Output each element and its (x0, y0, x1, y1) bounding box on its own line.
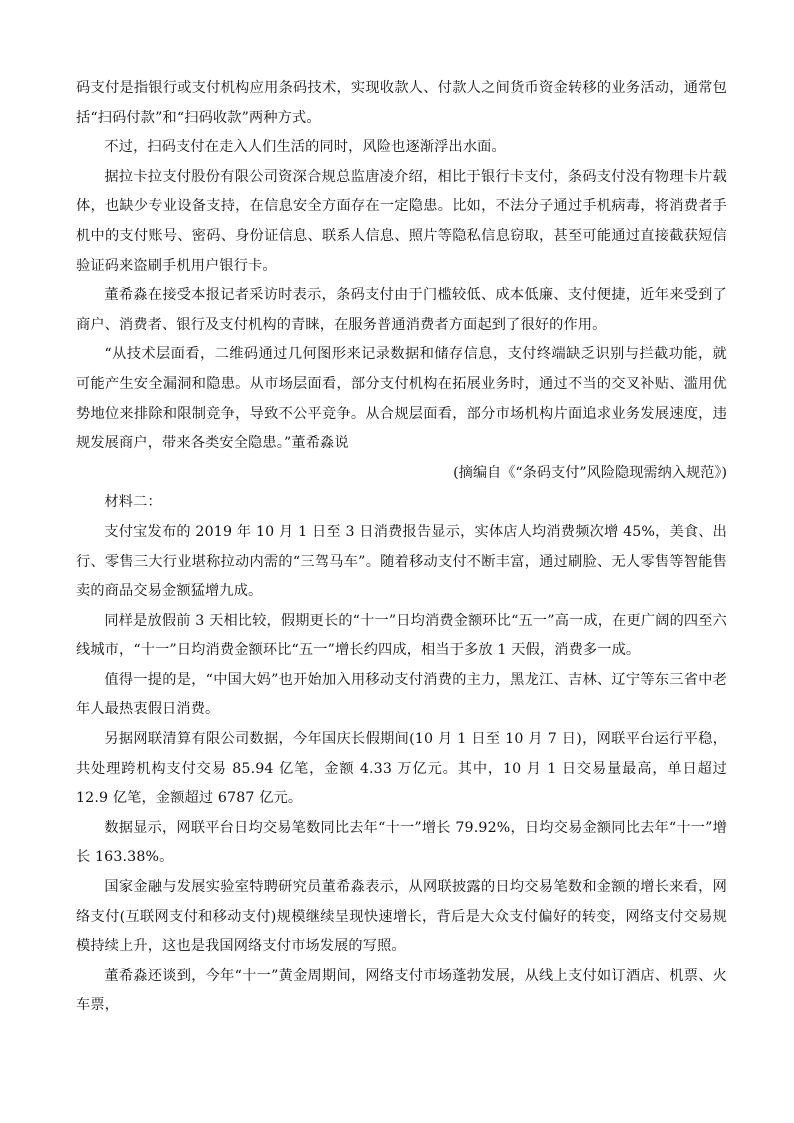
paragraph: 另据网联清算有限公司数据，今年国庆长假期间(10 月 1 日至 10 月 7 日)，网联平台运行平稳，共处理跨机构支付交易 85.94 亿笔，金额 4.33 万亿元。其中，10 月 1 日交易量最高，单日超过 12.9 亿笔，金额超过 6787 亿元。 (76, 731, 727, 807)
paragraph: 国家金融与发展实验室特聘研究员董希淼表示，从网联披露的日均交易笔数和金额的增长来看，网络支付(互联网支付和移动支付)规模继续呈现快速增长，背后是大众支付偏好的转变，网络支付交易规模持续上升，这也是我国网络支付市场发展的写照。 (76, 879, 727, 955)
paragraph: 董希淼还谈到，今年“十一”黄金周期间，网络支付市场蓬勃发展，从线上支付如订酒店、机票、火车票， (76, 967, 727, 1014)
document-page (76, 74, 727, 1021)
paragraph: 同样是放假前 3 天相比较，假期更长的“十一”日均消费金额环比“五一”高一成，在更广阔的四至六线城市，“十一”日均消费金额环比“五一”增长约四成，相当于多放 1 天假，消费多一成。 (76, 612, 727, 659)
section-heading: 材料二： (104, 494, 162, 511)
source-citation: (摘编自《“条码支付”风险隐现需纳入规范》) (453, 464, 727, 481)
paragraph: 数据显示，网联平台日均交易笔数同比去年“十一”增长 79.92%，日均交易金额同比去年“十一”增长 163.38%。 (76, 819, 727, 866)
paragraph: 支付宝发布的 2019 年 10 月 1 日至 3 日消费报告显示，实体店人均消费频次增 45%，美食、出行、零售三大行业堪称拉动内需的“三驾马车”。随着移动支付不断丰富，通过刷脸、无人零售等智能售卖的商品交易金额猛增九成。 (76, 523, 727, 600)
paragraph: 码支付是指银行或支付机构应用条码技术，实现收款人、付款人之间货币资金转移的业务活动，通常包括“扫码付款”和“扫码收款”两种方式。 (76, 80, 727, 126)
paragraph: “从技术层面看，二维码通过几何图形来记录数据和储存信息，支付终端缺乏识别与拦截功能，就可能产生安全漏洞和隐患。从市场层面看，部分支付机构在拓展业务时，通过不当的交叉补贴、滥用优势地位来排除和限制竞争，导致不公平竞争。从合规层面看，部分市场机构片面追求业务发展速度，违规发展商户，带来各类安全隐患。”董希淼说 (76, 346, 727, 452)
paragraph: 值得一提的是，“中国大妈”也开始加入用移动支付消费的主力，黑龙江、吉林、辽宁等东三省中老年人最热衷假日消费。 (76, 671, 727, 718)
paragraph: 董希淼在接受本报记者采访时表示，条码支付由于门槛较低、成本低廉、支付便捷，近年来受到了商户、消费者、银行及支付机构的青睐，在服务普通消费者方面起到了很好的作用。 (76, 287, 727, 333)
paragraph: 不过，扫码支付在走入人们生活的同时，风险也逐渐浮出水面。 (104, 139, 506, 156)
paragraph: 据拉卡拉支付股份有限公司资深合规总监唐凌介绍，相比于银行卡支付，条码支付没有物理卡片载体，也缺少专业设备支持，在信息安全方面存在一定隐患。比如，不法分子通过手机病毒，将消费者手机中的支付账号、密码、身份证信息、联系人信息、照片等隐私信息窃取，甚至可能通过直接截获短信验证码来盗刷手机用户银行卡。 (76, 168, 727, 274)
